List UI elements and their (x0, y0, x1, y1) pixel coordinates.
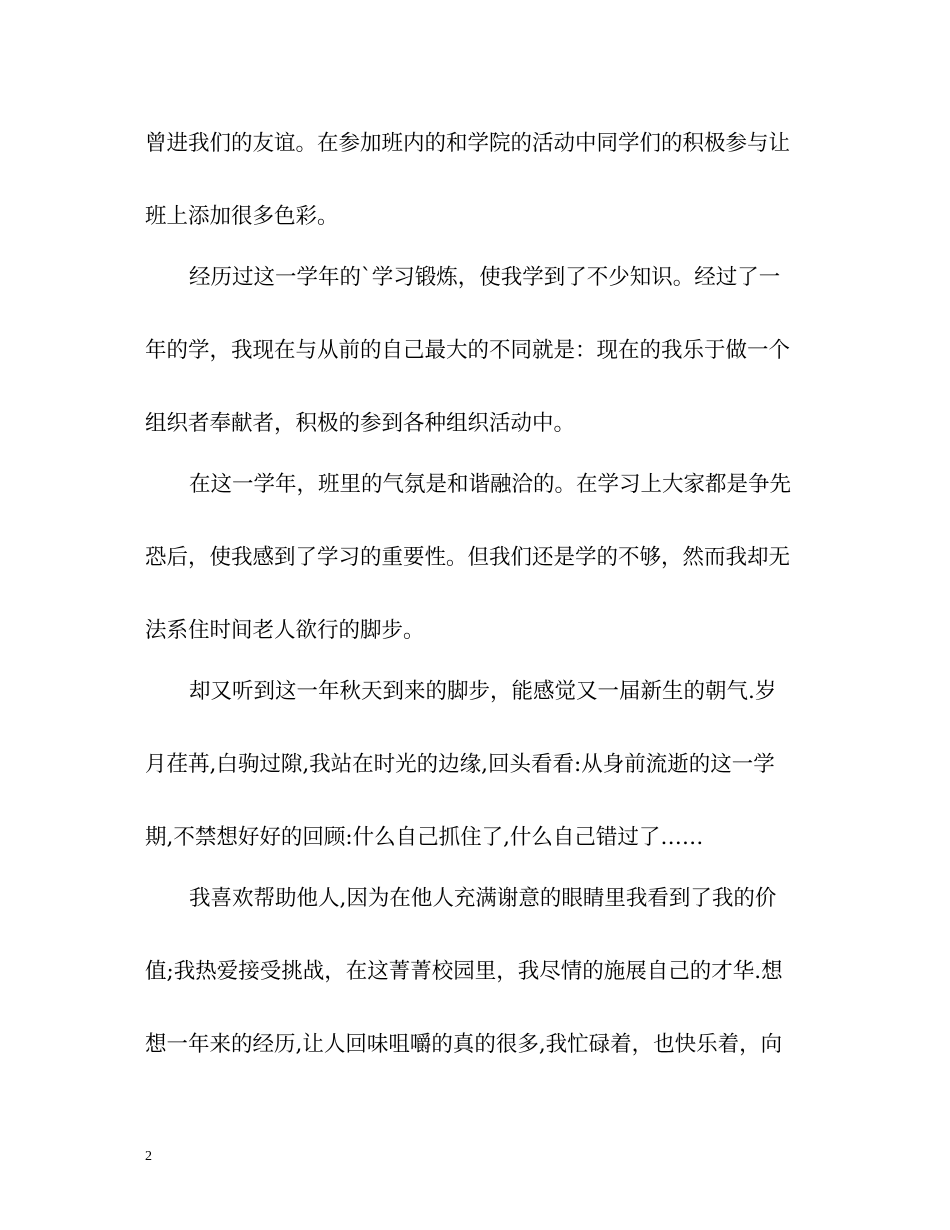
paragraph-first-line: 在这一学年，班里的气氛是和谐融洽的。在学习上大家都是争先 (189, 472, 792, 497)
text-line: 恐后，使我感到了学习的重要性。但我们还是学的不够，然而我却无 (145, 545, 791, 570)
paragraph-first-line: 却又听到这一年秋天到来的脚步，能感觉又一届新生的朝气.岁 (189, 679, 777, 704)
paragraph-first-line: 经历过这一学年的`学习锻炼，使我学到了不少知识。经过了一 (189, 265, 781, 290)
paragraph-first-line: 我喜欢帮助他人,因为在他人充满谢意的眼睛里我看到了我的价 (189, 886, 777, 911)
page-number: 2 (145, 1149, 152, 1164)
text-line: 值;我热爱接受挑战，在这菁菁校园里，我尽情的施展自己的才华.想 (145, 959, 783, 984)
text-line: 法系住时间老人欲行的脚步。 (145, 618, 425, 643)
text-line: 期,不禁想好好的回顾:什么自己抓住了,什么自己错过了…… (145, 825, 704, 850)
text-line: 组织者奉献者，积极的参到各种组织活动中。 (145, 411, 576, 436)
text-line: 年的学，我现在与从前的自己最大的不同就是：现在的我乐于做一个 (145, 338, 791, 363)
text-line: 班上添加很多色彩。 (145, 204, 339, 229)
text-line: 想一年来的经历,让人回味咀嚼的真的很多,我忙碌着，也快乐着，向 (145, 1032, 783, 1057)
text-line: 月荏苒,白驹过隙,我站在时光的边缘,回头看看:从身前流逝的这一学 (145, 752, 775, 777)
text-line: 曾进我们的友谊。在参加班内的和学院的活动中同学们的积极参与让 (145, 131, 791, 156)
